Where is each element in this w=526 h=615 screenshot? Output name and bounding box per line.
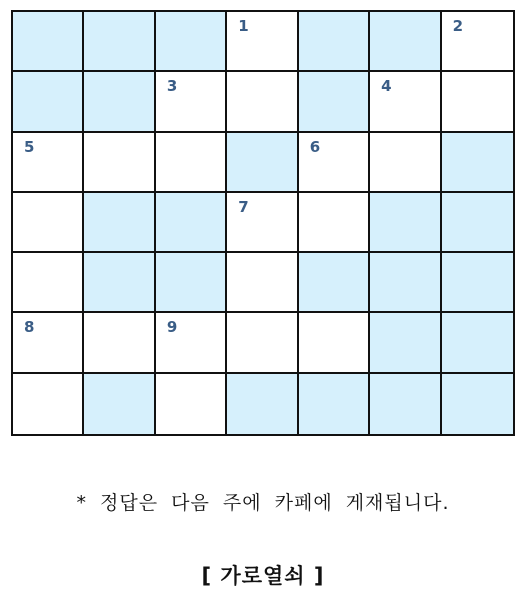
blocked-cell (442, 313, 513, 373)
blocked-cell (370, 313, 441, 373)
clue-number: 2 (452, 17, 463, 35)
clue-number: 1 (238, 17, 249, 35)
blocked-cell (442, 374, 513, 434)
blocked-cell (84, 374, 155, 434)
answer-notice: * 정답은 다음 주에 카페에 게재됩니다. (76, 492, 450, 514)
blocked-cell (13, 12, 84, 72)
blocked-cell (227, 374, 298, 434)
blocked-cell (370, 12, 441, 72)
blocked-cell (156, 253, 227, 313)
blocked-cell (227, 133, 298, 193)
crossword-grid (11, 10, 515, 436)
across-clues-heading: [ 가로열쇠 ] (201, 564, 325, 588)
blocked-cell (299, 72, 370, 132)
answer-cell[interactable] (84, 313, 155, 373)
answer-cell[interactable] (84, 133, 155, 193)
answer-cell[interactable] (227, 193, 298, 253)
blocked-cell (84, 193, 155, 253)
answer-cell[interactable] (13, 313, 84, 373)
answer-cell[interactable] (299, 313, 370, 373)
blocked-cell (442, 193, 513, 253)
answer-cell[interactable] (442, 12, 513, 72)
blocked-cell (442, 253, 513, 313)
answer-cell[interactable] (13, 133, 84, 193)
answer-cell[interactable] (156, 374, 227, 434)
clue-number: 5 (24, 137, 35, 156)
blocked-cell (84, 253, 155, 313)
answer-cell[interactable] (227, 72, 298, 132)
blocked-cell (156, 12, 227, 72)
blocked-cell (299, 253, 370, 313)
blocked-cell (13, 72, 84, 132)
clue-number: 3 (166, 77, 178, 96)
clue-number: 6 (309, 137, 321, 156)
answer-cell[interactable] (13, 374, 84, 434)
blocked-cell (370, 253, 441, 313)
answer-cell[interactable] (299, 193, 370, 253)
blocked-cell (299, 374, 370, 434)
blocked-cell (370, 374, 441, 434)
answer-cell[interactable] (227, 313, 298, 373)
answer-cell[interactable] (156, 72, 227, 132)
answer-cell[interactable] (156, 313, 227, 373)
clue-number: 4 (381, 77, 392, 96)
clue-number: 8 (24, 318, 35, 337)
answer-cell[interactable] (442, 72, 513, 132)
answer-cell[interactable] (13, 193, 84, 253)
blocked-cell (370, 193, 441, 253)
blocked-cell (84, 72, 155, 132)
answer-cell[interactable] (299, 133, 370, 193)
answer-cell[interactable] (370, 72, 441, 132)
clue-number: 7 (238, 197, 249, 216)
blocked-cell (84, 12, 155, 72)
answer-cell[interactable] (227, 12, 298, 72)
blocked-cell (442, 133, 513, 193)
clue-number: 9 (166, 318, 178, 337)
answer-cell[interactable] (13, 253, 84, 313)
blocked-cell (299, 12, 370, 72)
blocked-cell (156, 193, 227, 253)
answer-cell[interactable] (370, 133, 441, 193)
answer-cell[interactable] (227, 253, 298, 313)
answer-cell[interactable] (156, 133, 227, 193)
